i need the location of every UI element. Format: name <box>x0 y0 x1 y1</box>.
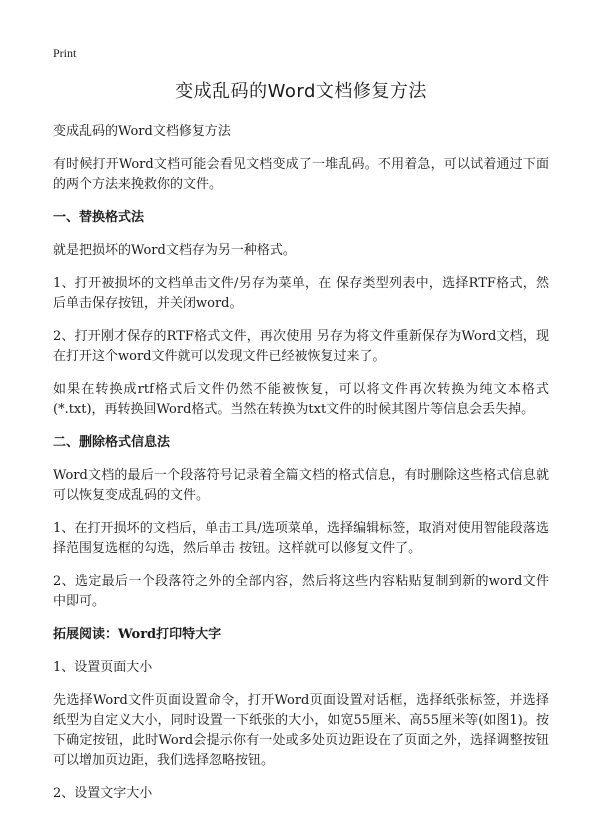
paragraph: 1、设置页面大小 <box>53 660 153 675</box>
subtitle-paragraph: 变成乱码的Word文档修复方法 <box>53 124 231 139</box>
paragraph: 2、打开刚才保存的RTF格式文件，再次使用 另存为将文件重新保存为Word文档，现在打开这个word文件就可以发现文件已经被恢复过来了。 <box>53 329 549 364</box>
paragraph: 2、选定最后一个段落符之外的全部内容，然后将这些内容粘贴复制到新的word文件中即可。 <box>53 574 549 609</box>
section-heading-extended-reading: 拓展阅读：Word打印特大字 <box>53 627 222 642</box>
paragraph: Word文档的最后一个段落符号记录着全篇文档的格式信息，有时删除这些格式信息就可以恢复变成乱码的文件。 <box>53 468 549 503</box>
document-body <box>53 78 549 817</box>
intro-paragraph: 有时候打开Word文档可能会看见文档变成了一堆乱码。不用着急，可以试着通过下面的两个方法来挽救你的文件。 <box>53 157 549 192</box>
paragraph: 1、打开被损坏的文档单击文件/另存为菜单，在 保存类型列表中，选择RTF格式，然后单击保存按钮，并关闭word。 <box>53 276 549 311</box>
section-heading-replace-format: 一、替换格式法 <box>53 210 145 225</box>
paragraph: 2、设置文字大小 <box>53 786 153 801</box>
paragraph: 1、在打开损坏的文档后，单击工具/选项菜单，选择编辑标签，取消对使用智能段落选择范围复选框的勾选，然后单击 按钮。这样就可以修复文件了。 <box>53 521 549 556</box>
paragraph: 如果在转换成rtf格式后文件仍然不能被恢复，可以将文件再次转换为纯文本格式(*.txt)，再转换回Word格式。当然在转换为txt文件的时候其图片等信息会丢失掉。 <box>53 382 549 417</box>
document-title: 变成乱码的Word文档修复方法 <box>175 81 427 102</box>
paragraph: 先选择Word文件页面设置命令，打开Word页面设置对话框，选择纸张标签，并选择纸型为自定义大小，同时设置一下纸张的大小，如宽55厘米、高55厘米等(如图1)。按下确定按钮，此时Word会提示你有一处或多处页边距设在了页面之外，选择调整按钮可以增加页边距，我们选择忽略按钮。 <box>53 693 549 768</box>
paragraph: 就是把损坏的Word文档存为另一种格式。 <box>53 243 296 258</box>
section-heading-delete-format: 二、删除格式信息法 <box>53 435 171 450</box>
print-link[interactable]: Print <box>53 46 77 60</box>
